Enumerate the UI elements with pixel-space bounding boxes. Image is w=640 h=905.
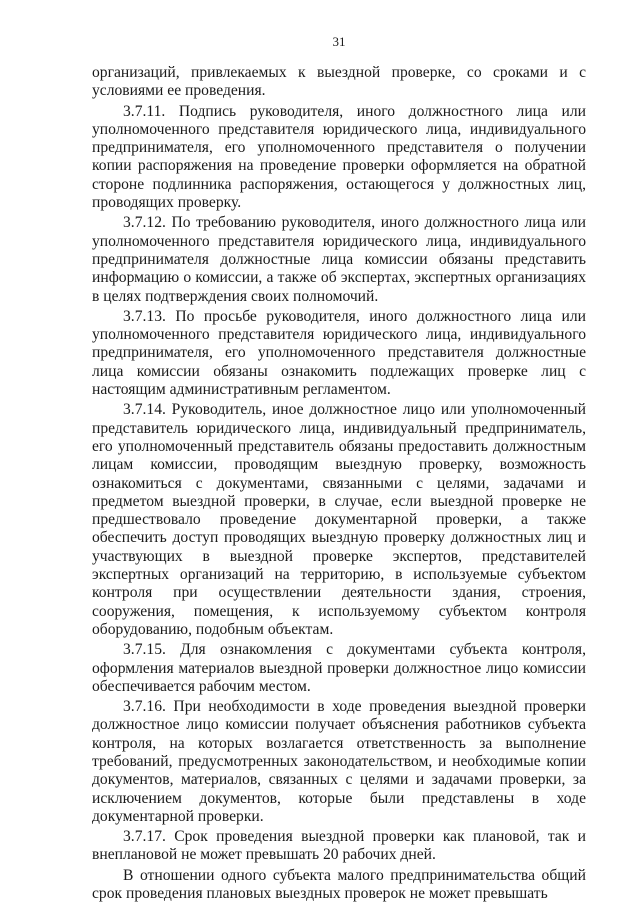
paragraph-3-7-16: 3.7.16. При необходимости в ходе проведения выездной проверки должностное лицо комиссии получает объяснения работников субъекта контроля, на которых возлагается ответственность за выполнение требований, предусмотренных законодательством, и необходимые копии документов, материалов, связанных с целями и задачами проверки, за исключением документов, которые были представлены в ходе документарной проверки. (92, 698, 586, 825)
paragraph-3-7-13: 3.7.13. По просьбе руководителя, иного должностного лица или уполномоченного представителя юридического лица, индивидуального предпринимателя, его уполномоченного представителя должностные лица комиссии обязаны ознакомить подлежащих проверке лиц с настоящим административным регламентом. (92, 307, 586, 399)
paragraph-3-7-12: 3.7.12. По требованию руководителя, иного должностного лица или уполномоченного представителя юридического лица, индивидуального предпринимателя должностные лица комиссии обязаны представить информацию о комиссии, а также об экспертах, экспертных организациях в целях подтверждения своих полномочий. (92, 214, 586, 305)
paragraph-3-7-17: 3.7.17. Срок проведения выездной проверки как плановой, так и внеплановой не может превышать 20 рабочих дней. (92, 828, 586, 864)
document-page (92, 24, 586, 903)
paragraph-3-7-15: 3.7.15. Для ознакомления с документами субъекта контроля, оформления материалов выездной проверки должностное лицо комиссии обеспечивается рабочим местом. (92, 641, 586, 695)
page-number: 31 (332, 34, 346, 49)
paragraph-small-business-term: В отношении одного субъекта малого предпринимательства общий срок проведения плановых выездных проверок не может превышать (92, 866, 586, 903)
paragraph-continuation: организаций, привлекаемых к выездной проверке, со сроками и с условиями ее проведения. (92, 64, 586, 100)
paragraph-3-7-11: 3.7.11. Подпись руководителя, иного должностного лица или уполномоченного представителя юридического лица, индивидуального предпринимателя, его уполномоченного представителя о получении копии распоряжения на проведение проверки оформляется на обратной стороне подлинника распоряжения, остающегося у должностных лиц, проводящих проверку. (92, 102, 586, 212)
paragraph-3-7-14: 3.7.14. Руководитель, иное должностное лицо или уполномоченный представитель юридического лица, индивидуальный предприниматель, его уполномоченный представитель обязаны предоставить должностным лицам комиссии, проводящим выездную проверку, возможность ознакомиться с документами, связанными с целями, задачами и предметом выездной проверки, в случае, если выездной проверке не предшествовало проведение документарной проверки, а также обеспечить доступ проводящих выездную проверку должностных лиц и участвующих в выездной проверке экспертов, представителей экспертных организаций на территорию, в используемые субъектом контроля при осуществлении деятельности здания, строения, сооружения, помещения, к используемому субъектом контроля оборудованию, подобным объектам. (92, 401, 586, 638)
